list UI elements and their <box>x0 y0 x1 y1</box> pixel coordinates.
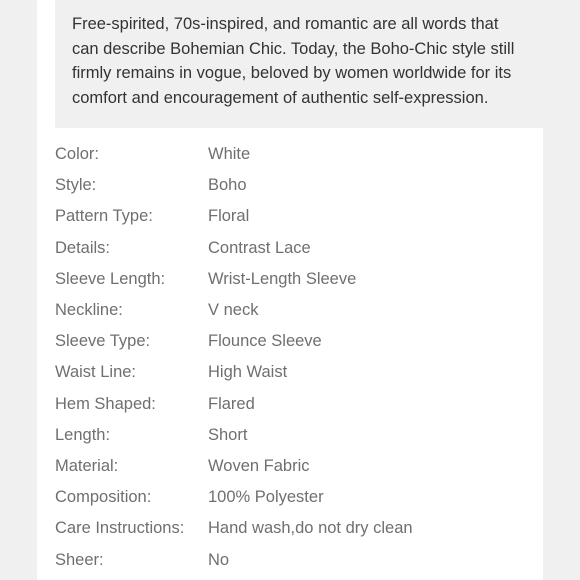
product-description: Free-spirited, 70s-inspired, and romantic are all words that can describe Bohemian Chic. Today, the Boho-Chic style still firmly remains in vogue, beloved by women worldwide for its comfort and encouragement of authentic self-expression. <box>72 15 515 107</box>
spec-value: Contrast Lace <box>208 238 311 257</box>
spec-row-hem-shaped <box>55 389 535 420</box>
spec-row-composition <box>55 482 535 513</box>
spec-value: Flared <box>208 394 255 413</box>
spec-row-pattern-type <box>55 201 535 232</box>
spec-value: Floral <box>208 207 250 226</box>
spec-value: High Waist <box>208 363 288 382</box>
spec-row-sheer <box>55 544 535 575</box>
spec-label: Care Instructions: <box>55 519 185 538</box>
spec-value: No <box>208 550 230 569</box>
spec-label: Color: <box>55 145 100 164</box>
spec-value: Boho <box>208 176 247 195</box>
spec-value: Woven Fabric <box>208 456 310 475</box>
spec-label: Waist Line: <box>55 363 137 382</box>
spec-value: Hand wash,do not dry clean <box>208 519 413 538</box>
spec-label: Length: <box>55 425 111 444</box>
spec-label: Hem Shaped: <box>55 394 156 413</box>
spec-label: Composition: <box>55 488 152 507</box>
spec-table <box>55 139 535 576</box>
spec-row-style <box>55 170 535 201</box>
spec-row-neckline <box>55 295 535 326</box>
spec-label: Neckline: <box>55 301 123 320</box>
spec-value: White <box>208 145 251 164</box>
spec-label: Sheer: <box>55 550 104 569</box>
spec-label: Sleeve Length: <box>55 269 166 288</box>
spec-row-length <box>55 420 535 451</box>
spec-label: Pattern Type: <box>55 207 153 226</box>
spec-row-details <box>55 233 535 264</box>
spec-row-care-instructions <box>55 513 535 544</box>
spec-row-sleeve-length <box>55 264 535 295</box>
spec-row-waist-line <box>55 357 535 388</box>
description-box <box>55 0 543 128</box>
spec-label: Sleeve Type: <box>55 332 151 351</box>
spec-value: V neck <box>208 301 259 320</box>
spec-row-color <box>55 139 535 170</box>
spec-row-material <box>55 451 535 482</box>
spec-value: 100% Polyester <box>208 488 324 507</box>
spec-value: Short <box>208 425 248 444</box>
spec-row-sleeve-type <box>55 326 535 357</box>
spec-label: Style: <box>55 176 97 195</box>
spec-value: Flounce Sleeve <box>208 332 322 351</box>
spec-label: Details: <box>55 238 111 257</box>
spec-value: Wrist-Length Sleeve <box>208 269 357 288</box>
spec-label: Material: <box>55 456 119 475</box>
